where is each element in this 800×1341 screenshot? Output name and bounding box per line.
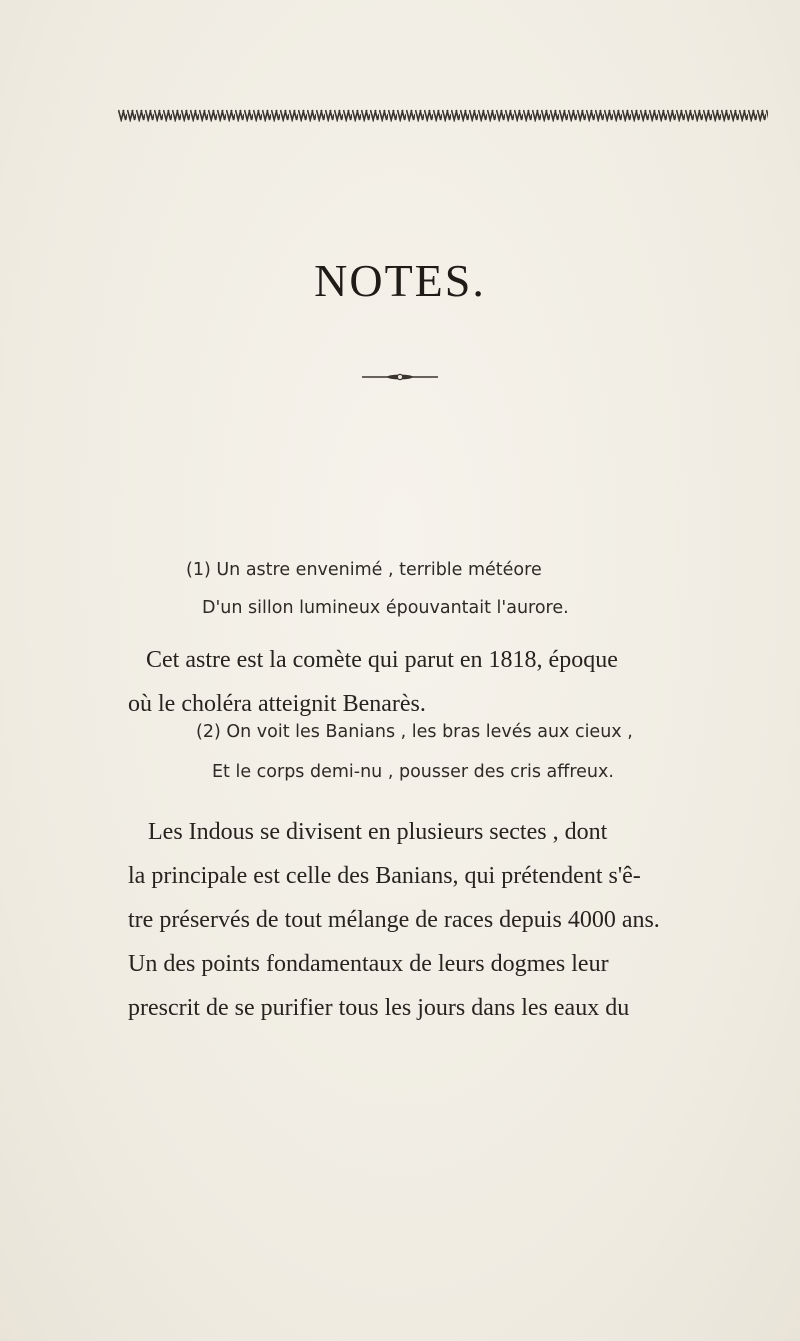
ornamental-border	[118, 108, 768, 122]
note-1-commentary-line: Cet astre est la comète qui parut en 1818, époque	[146, 647, 618, 673]
note-1-commentary-line: où le choléra atteignit Benarès.	[128, 691, 426, 717]
note-2-commentary-line: Les Indous se divisent en plusieurs sectes , dont	[148, 819, 608, 845]
page-title: NOTES.	[314, 255, 486, 306]
note-2-verse-text: On voit les Banians , les bras levés aux cieux ,	[226, 722, 633, 742]
note-1-number: (1)	[186, 560, 211, 580]
note-1-verse-line-1	[186, 560, 800, 580]
note-1-verse-text: Un astre envenimé , terrible météore	[216, 560, 542, 580]
note-2-verse-line-2: Et le corps demi-nu , pousser des cris affreux.	[212, 762, 614, 782]
note-1-commentary	[128, 638, 758, 726]
title-divider	[362, 372, 438, 382]
note-1-verse-line-2: D'un sillon lumineux épouvantait l'aurore.	[202, 598, 569, 618]
note-2-commentary-line: tre préservés de tout mélange de races depuis 4000 ans.	[128, 907, 660, 933]
note-2-commentary-line: Un des points fondamentaux de leurs dogmes leur	[128, 951, 609, 977]
note-2-number: (2)	[196, 722, 221, 742]
note-2-commentary	[128, 810, 758, 1030]
note-2-commentary-line: prescrit de se purifier tous les jours dans les eaux du	[128, 995, 630, 1021]
note-2-verse-line-1	[196, 722, 800, 742]
note-2-commentary-line: la principale est celle des Banians, qui prétendent s'ê-	[128, 863, 641, 889]
